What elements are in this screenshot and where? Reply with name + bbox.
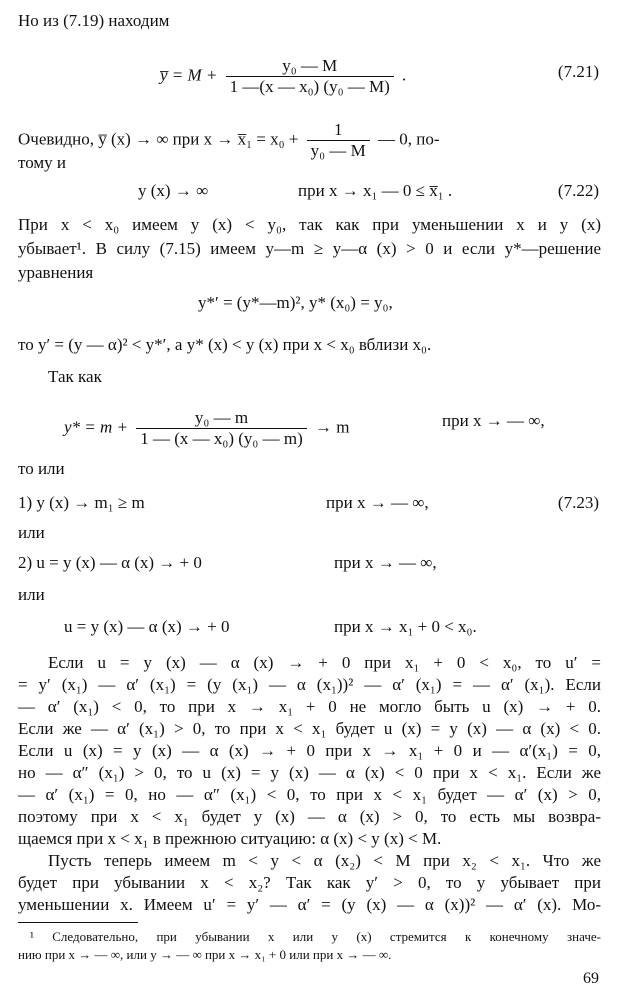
- equation-2-lhs: 2) u = y (x) — α (x) → + 0: [18, 553, 202, 572]
- text-segment: Очевидно, y̅ (x) → ∞ при x → x̅₁ = x₀ +: [18, 129, 299, 149]
- text-line: Если же — α′ (x₁) > 0, то при x < x₁ будет u (x) = y (x) — α (x) < 0.: [18, 719, 601, 738]
- text-line: — α′ (x₁) < 0, то при x → x₁ + 0 не могло быть u (x) → + 0.: [18, 697, 601, 716]
- footnote-rule: [18, 922, 138, 923]
- footnote-line: ¹ Следовательно, при убывании x или y (x) стремится к конечному значе-: [30, 929, 601, 944]
- text-line: или: [18, 523, 45, 542]
- equation-y-star: [64, 408, 349, 449]
- text-line: — α′ (x₁) = 0, но — α″ (x₁) < 0, то при x < x₁ будет — α′ (x) > 0,: [18, 785, 601, 804]
- text-segment: — 0, по-: [377, 129, 440, 149]
- text-line: уменьшении x. Имеем u′ = y′ — α′ = (y (x) — α (x))² — α′ (x). Мо-: [18, 895, 601, 914]
- eq-tail: → m: [315, 417, 350, 437]
- text-line: то y′ = (y — α)² < y*′, а y* (x) < y (x) при x < x₀ вблизи x₀.: [18, 335, 432, 354]
- numerator: y₀ — m: [194, 408, 249, 427]
- denominator: 1 —(x — x₀) (y₀ — M): [226, 76, 394, 97]
- eq-lhs: y* = m +: [64, 417, 129, 437]
- equation-tag: (7.22): [557, 181, 599, 200]
- page-number: 69: [583, 970, 599, 987]
- text-line: тому и: [18, 153, 66, 172]
- equation-riccati: y*′ = (y*—m)², y* (x₀) = y₀,: [198, 293, 393, 312]
- equation-3-lhs: u = y (x) — α (x) → + 0: [64, 617, 230, 636]
- equation-tag: (7.21): [557, 62, 599, 81]
- fraction: [226, 56, 394, 97]
- text-line: = y′ (x₁) — α′ (x₁) = (y (x₁) — α (x₁))² — α′ (x₁) = — α′ (x₁). Если: [18, 675, 601, 694]
- text-line: но — α″ (x₁) > 0, то u (x) = y (x) — α (x) < 0 при x < x₁. Если же: [18, 763, 601, 782]
- denominator: 1 — (x — x₀) (y₀ — m): [136, 428, 306, 449]
- equation-tag: (7.23): [557, 493, 599, 512]
- fraction: [136, 408, 306, 449]
- text-line: Но из (7.19) находим: [18, 11, 170, 30]
- equation-7-23-cond: при x → — ∞,: [326, 493, 429, 512]
- equation-3-cond: при x → x₁ + 0 < x₀.: [334, 617, 477, 636]
- footnote-line: нию при x → — ∞, или y → — ∞ при x → x₁ + 0 или при x → — ∞.: [18, 947, 392, 962]
- text-line: При x < x₀ имеем y (x) < y₀, так как при уменьшении x и y (x): [18, 215, 601, 234]
- text-line: будет при убывании x < x₂? Так как y′ > 0, то y убывает при: [18, 873, 601, 892]
- equation-cond: при x → — ∞,: [442, 411, 545, 430]
- denominator: y₀ — M: [307, 140, 370, 161]
- text-line: поэтому при x < x₁ будет y (x) — α (x) > 0, то есть мы возвра-: [18, 807, 601, 826]
- numerator: y₀ — M: [282, 56, 338, 75]
- text-line: Пусть теперь имеем m < y < α (x₂) < M при x₂ < x₁. Что же: [48, 851, 601, 870]
- text-line: то или: [18, 459, 65, 478]
- text-line: или: [18, 585, 45, 604]
- text-line: щаемся при x < x₁ в прежнюю ситуацию: α (x) < y (x) < M.: [18, 829, 442, 848]
- equation-2-cond: при x → — ∞,: [334, 553, 437, 572]
- numerator: 1: [333, 120, 343, 139]
- text-line: Так как: [48, 367, 102, 386]
- equation-7-21: [160, 56, 406, 97]
- text-line: уравнения: [18, 263, 94, 282]
- equation-7-23-lhs: 1) y (x) → m₁ ≥ m: [18, 493, 145, 512]
- text-line: убывает¹. В силу (7.15) имеем y—m ≥ y—α (x) > 0 и если y*—решение: [18, 239, 601, 258]
- equation-7-22-cond: при x → x₁ — 0 ≤ x̅₁ .: [298, 181, 453, 200]
- equation-7-22-lhs: y (x) → ∞: [138, 181, 209, 200]
- eq-lhs: y̅ = M +: [160, 65, 218, 85]
- eq-tail: .: [402, 65, 407, 85]
- text-line: Если u = y (x) — α (x) → + 0 при x₁ + 0 < x₀, то u′ =: [48, 653, 601, 672]
- text-line: Если u (x) = y (x) — α (x) → + 0 при x → x₁ + 0 и — α′(x₁) = 0,: [18, 741, 601, 760]
